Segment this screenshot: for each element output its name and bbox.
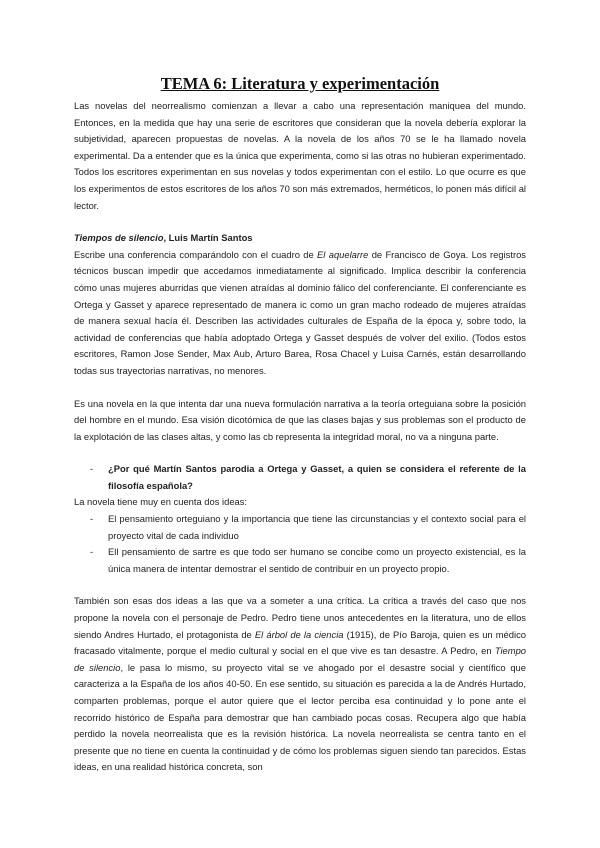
list-item [74, 544, 526, 577]
book-title: El árbol de la ciencia [254, 628, 344, 640]
intro-paragraph: Las novelas del neorrealismo comienzan a llevar a cabo una representación maniquea del mundo. Entonces, en la medida que hay una serie de escritores que consideran que la novela debería explorar la subjetividad, aparecen propuestas de novelas. A la novela de los años 70 se le ha llamado novela experimental. Da a entender que es la única que experimenta, como si las otras no hubieran experimentado. Todos los escritores experimentan en sus novelas y todos experimentan con el estilo. Lo que ocurre es que los experimentos de estos escritores de los años 70 son más extremados, herméticos, lo ponen más difícil al lector. [74, 100, 526, 211]
text-run: (1915), de Pío Baroja, quien es un médico fracasado vitalmente, porque el medio cultural y social en el que vive es tan desastre. A Pedro, en [74, 628, 526, 657]
section-paragraph-2: Es una novela en la que intenta dar una nueva formulación narrativa a la teoría orteguiana sobre la posición del hombre en el mundo. Esa visión dicotómica de que las clases bajas y sus problemas son el producto de la explotación de las clases altas, y como las cb representa la integridad moral, no va a ninguna parte. [74, 397, 526, 442]
text-run: , le pasa lo mismo, su proyecto vital se ve ahogado por el desastre social y científico que caracteriza a la España de los años 40-50. En ese sentido, su situación es parecida a la de Andrés Hurtado, comparten problemas, porque el autor quiere que el lector perciba esa continuidad y lo pone ante el recorrido histórico de España para demostrar que han cambiado pocas cosas. Recupera algo que había perdido la novela neorrealista que es la revisión histórica. La novela neorrealista se centra tanto en el presente que no tiene en cuenta la continuidad y de cómo los problemas siguen siendo tan parecidos. Estas ideas, en una realidad histórica concreta, son [74, 661, 526, 773]
ideas-intro: La novela tiene muy en cuenta dos ideas: [74, 496, 248, 508]
final-paragraph [74, 593, 526, 776]
list-item-text: El pensamiento orteguiano y la importancia que tiene las circunstancias y el contexto social para el proyecto vital de cada individuo [108, 513, 526, 541]
work-title: Tiempos de silencio [74, 232, 164, 244]
text-run: Escribe una conferencia comparándolo con el cuadro de [74, 248, 318, 260]
page-title: TEMA 6: Literatura y experimentación [160, 74, 440, 93]
bullet-dash: - [90, 546, 94, 558]
text-run: También son esas dos ideas a las que va a someter a una crítica. La crítica a través del caso que nos propone la novela con el personaje de Pedro. Pedro tiene unos antecedentes en la literatura, uno de ellos siendo Andres Hurtado, el protagonista de [74, 595, 526, 640]
list-item-text: Ell pensamiento de sartre es que todo ser humano se concibe como un proyecto existencial, es la única manera de intentar demostrar el sentido de contribuir en un proyecto propio. [108, 546, 526, 574]
bullet-dash: - [90, 513, 94, 525]
book-title-2: Tiempo de silencio [74, 645, 526, 673]
ideas-list [74, 511, 526, 577]
list-item [74, 511, 526, 544]
question-list [74, 461, 526, 494]
text-run: de Francisco de Goya. Los registros técnicos buscan impedir que accedamos inmediatamente al significado. Implica describir la conferencia cómo unas mujeres aburridas que vienen atraídas al dominio fálico del conferenciante. El conferenciante es Ortega y Gasset y aparece representado de manera ic como un gran macho rodeado de mujeres atraídas de manera sexual hacía él. Describen las actividades culturales de España de la época y, sobre todo, la actividad de conferencias que había adoptado Ortega y Gasset después de volver del exilio. (Todos estos escritores, Ramon Jose Sender, Max Aub, Arturo Barea, Rosa Chacel y Luisa Carnés, están desarrollando todas sus trayectorias narrativas, no menores. [74, 248, 526, 376]
section-heading [74, 230, 526, 247]
section-paragraph-1 [74, 247, 526, 380]
work-author: , Luis Martín Santos [163, 232, 253, 244]
question-item [74, 461, 526, 494]
question-text: ¿Por qué Martín Santos parodia a Ortega y Gasset, a quien se considera el referente de la filosofía española? [108, 463, 526, 491]
painting-title: El aquelarre [317, 248, 369, 260]
bullet-dash: - [90, 463, 94, 475]
